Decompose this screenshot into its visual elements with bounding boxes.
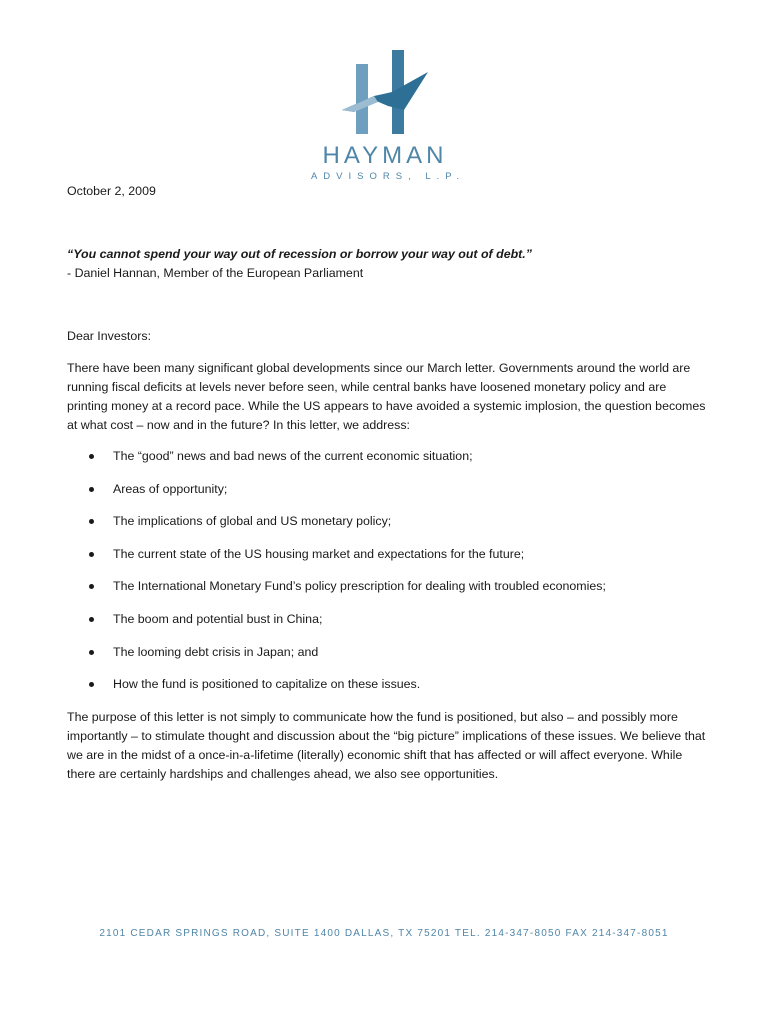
- list-item-text: The implications of global and US monetary policy;: [113, 514, 392, 529]
- topics-list: [67, 447, 707, 694]
- list-item: [67, 675, 707, 694]
- brand-subtitle: ADVISORS, L.P.: [310, 171, 466, 182]
- list-item: [67, 447, 707, 466]
- list-item: [67, 610, 707, 629]
- letter-date: October 2, 2009: [67, 184, 156, 198]
- epigraph-quote: “You cannot spend your way out of recession or borrow your way out of debt.”: [67, 247, 532, 261]
- list-item: [67, 545, 707, 564]
- list-item-text: The current state of the US housing market and expectations for the future;: [113, 546, 525, 561]
- bullet-icon: [89, 617, 94, 622]
- bullet-icon: [89, 650, 94, 655]
- bullet-icon: [89, 454, 94, 459]
- list-item-text: The boom and potential bust in China;: [113, 611, 323, 626]
- list-item-text: The looming debt crisis in Japan; and: [113, 644, 319, 659]
- closing-paragraph: The purpose of this letter is not simply to communicate how the fund is positioned, but also – and possibly more importantly – to stimulate thought and discussion about the “big picture” implications of these issues. We believe that we are in the midst of a once-in-a-lifetime (literally) economic shift that has affected or will affect everyone. While there are certainly hardships and challenges ahead, we also see opportunities.: [67, 709, 706, 781]
- list-item: [67, 480, 707, 499]
- list-item-text: Areas of opportunity;: [113, 481, 228, 496]
- bullet-icon: [89, 584, 94, 589]
- logo-left-bar: [356, 64, 368, 134]
- epigraph-attribution: - Daniel Hannan, Member of the European Parliament: [67, 266, 364, 280]
- bullet-icon: [89, 487, 94, 492]
- intro-paragraph: There have been many significant global developments since our March letter. Governments around the world are running fiscal deficits at levels never before seen, while central banks have loosened monetary policy and are printing money at a record pace. While the US appears to have avoided a systemic implosion, the question becomes at what cost – now and in the future? In this letter, we address:: [67, 361, 706, 432]
- list-item-text: The “good” news and bad news of the current economic situation;: [113, 449, 473, 463]
- bullet-icon: [89, 682, 94, 687]
- hayman-h-logo-icon: [334, 48, 434, 138]
- list-item-text: How the fund is positioned to capitalize on these issues.: [113, 677, 421, 692]
- salutation: Dear Investors:: [67, 329, 152, 343]
- bullet-icon: [89, 552, 94, 557]
- list-item: [67, 577, 707, 596]
- footer-address: 2101 CEDAR SPRINGS ROAD, SUITE 1400 DALLAS, TX 75201 TEL. 214-347-8050 FAX 214-347-8051: [99, 928, 669, 939]
- list-item-text: The International Monetary Fund’s policy prescription for dealing with troubled economies;: [113, 579, 606, 594]
- brand-block: [300, 143, 470, 184]
- bullet-icon: [89, 519, 94, 524]
- brand-name: HAYMAN: [322, 142, 448, 169]
- letter-body: [67, 182, 707, 784]
- list-item: [67, 512, 707, 531]
- list-item: [67, 643, 707, 662]
